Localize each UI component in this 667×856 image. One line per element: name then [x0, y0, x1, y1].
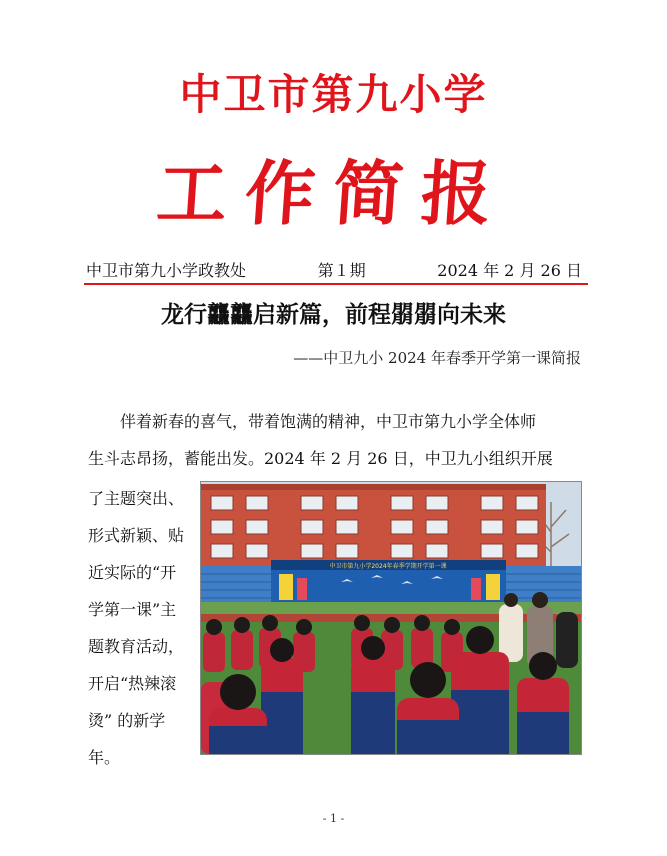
issue-date: 2024 年 2 月 26 日 — [437, 261, 582, 280]
red-divider — [84, 283, 588, 285]
bulletin-title: 工作简报 — [154, 153, 512, 235]
wrapped-line: 年。 — [88, 748, 121, 767]
school-name-heading: 中卫市第九小学 — [179, 70, 488, 119]
wrapped-line: 形式新颖、贴 — [88, 526, 185, 545]
issue-number: 第１期 — [317, 261, 366, 280]
wrapped-line: 近实际的“开 — [88, 563, 177, 582]
page-number: - 1 - — [322, 812, 345, 825]
ceremony-photo — [200, 481, 582, 755]
article-headline: 龙行龘龘启新篇，前程朤朤向未来 — [161, 301, 506, 328]
paragraph-line-1: 伴着新春的喜气，带着饱满的精神，中卫市第九小学全体师 — [120, 412, 537, 431]
wrapped-line: 学第一课”主 — [88, 600, 177, 619]
wrapped-line: 了主题突出、 — [88, 489, 185, 508]
wrapped-line: 开启“热辣滚 — [88, 674, 177, 693]
wrapped-line: 烫” 的新学 — [88, 711, 166, 730]
paragraph-line-2: 生斗志昂扬，蓄能出发。2024 年 2 月 26 日，中卫九小组织开展 — [88, 449, 553, 468]
issue-info-line — [86, 258, 582, 281]
wrapped-text-column — [88, 480, 198, 776]
stage-banner-text: 中卫市第九小学2024年春季学期开学第一课 — [329, 563, 447, 570]
wrapped-line: 题教育活动， — [88, 637, 185, 656]
issuing-office: 中卫市第九小学政教处 — [86, 261, 247, 280]
article-subtitle: ——中卫九小 2024 年春季开学第一课简报 — [293, 349, 581, 367]
